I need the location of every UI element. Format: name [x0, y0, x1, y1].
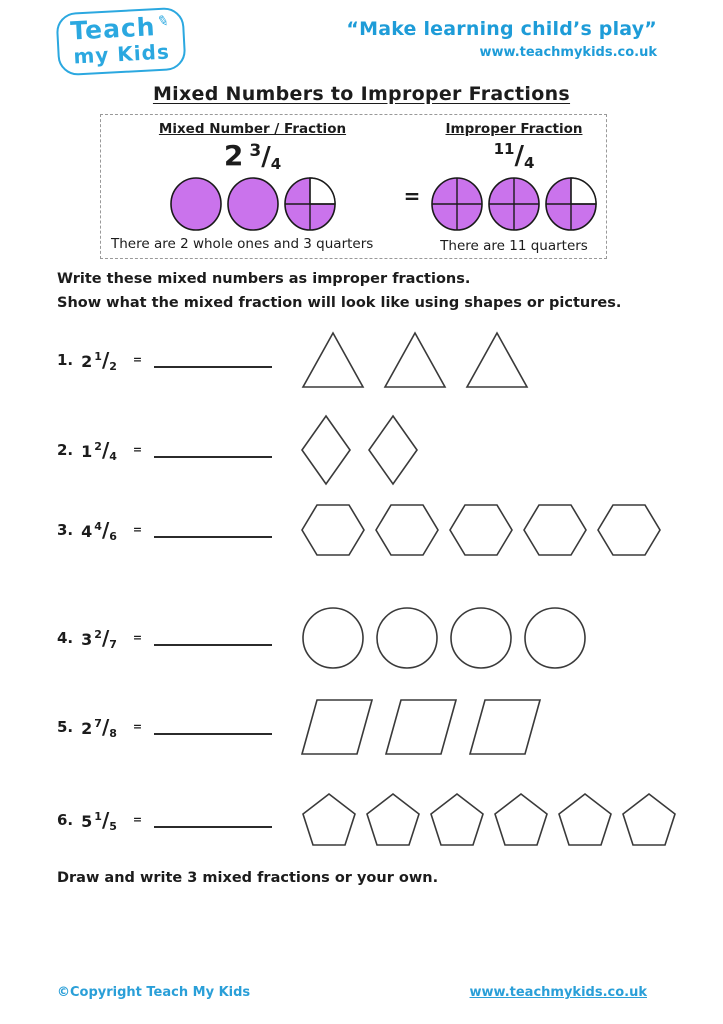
improper-fraction-caption: There are 11 quarters: [440, 238, 588, 254]
equals-sign: =: [132, 443, 143, 457]
tagline: “Make learning child’s play”: [346, 18, 657, 40]
answer-line[interactable]: [154, 719, 272, 735]
equals-sign: =: [403, 183, 421, 208]
hexagon-shape: [522, 500, 588, 560]
problem-number: 2.: [57, 440, 74, 459]
answer-line[interactable]: [154, 812, 272, 828]
equals-sign: =: [132, 523, 143, 537]
problem-row-2: [57, 414, 723, 486]
pentagon-shape: [300, 792, 358, 848]
instruction-line-1: Write these mixed numbers as improper fractions.: [57, 271, 471, 287]
mixed-number: 2 $^1$/2: [81, 347, 117, 373]
mixed-number-caption: There are 2 whole ones and 3 quarters: [111, 236, 374, 252]
problem-label: [57, 518, 300, 542]
triangle-shape: [382, 330, 448, 390]
mixed-number: 4 $^4$/6: [81, 517, 117, 543]
circle-shape: [522, 606, 588, 670]
draw-instruction: Draw and write 3 mixed fractions or your own.: [57, 869, 439, 886]
hexagon-shape: [374, 500, 440, 560]
mixed-number-circles: [111, 176, 394, 232]
example-improper-column: [430, 121, 598, 254]
answer-line[interactable]: [154, 442, 272, 458]
teach-my-kids-logo: [55, 7, 186, 77]
problem-row-5: [57, 698, 723, 756]
pentagon-shape: [428, 792, 486, 848]
equals-sign: =: [132, 353, 143, 367]
mixed-number: 3 $^2$/7: [81, 625, 117, 651]
problem-number: 6.: [57, 810, 74, 829]
triangle-shape: [300, 330, 366, 390]
copyright-text: ©Copyright Teach My Kids: [57, 985, 251, 1000]
hexagon-shape: [596, 500, 662, 560]
instructions: [57, 268, 723, 316]
instruction-line-2: Show what the mixed fraction will look like using shapes or pictures.: [57, 294, 622, 311]
pentagon-group: [300, 792, 678, 848]
answer-line[interactable]: [154, 352, 272, 368]
problem-number: 4.: [57, 628, 74, 647]
three-quarters-circle: [283, 176, 337, 232]
parallelogram-shape: [468, 698, 542, 756]
hexagon-shape: [448, 500, 514, 560]
quartered-circle: [487, 176, 541, 232]
logo-text-line1: Teach✎: [69, 12, 172, 46]
triangle-shape: [464, 330, 530, 390]
hexagon-shape: [300, 500, 366, 560]
improper-fraction-circles: [430, 176, 598, 232]
circle-group: [300, 606, 588, 670]
three-quarters-circle: [544, 176, 598, 232]
header-right: [346, 10, 657, 60]
mixed-number: 2 $^7$/8: [81, 714, 117, 740]
mixed-number: 5 $^1$/5: [81, 807, 117, 833]
mixed-number-heading: Mixed Number / Fraction: [158, 121, 347, 137]
pentagon-shape: [620, 792, 678, 848]
diamond-group: [300, 414, 419, 486]
example-improper-fraction: 11/4: [493, 140, 535, 172]
pencil-icon: ✎: [155, 12, 172, 31]
answer-line[interactable]: [154, 522, 272, 538]
problem-number: 1.: [57, 350, 74, 369]
page-title: Mixed Numbers to Improper Fractions: [152, 83, 571, 105]
example-box: [100, 114, 607, 259]
whole-circle: [169, 176, 223, 232]
mixed-number: 1 $^2$/4: [81, 437, 117, 463]
footer: [57, 985, 647, 1000]
logo-text-line2: my Kids: [72, 39, 171, 69]
problem-row-6: [57, 792, 723, 848]
hexagon-group: [300, 500, 662, 560]
pentagon-shape: [364, 792, 422, 848]
problem-label: [57, 438, 300, 462]
circle-shape: [374, 606, 440, 670]
parallelogram-group: [300, 698, 542, 756]
footer-website-link[interactable]: www.teachmykids.co.uk: [469, 985, 647, 1000]
parallelogram-shape: [384, 698, 458, 756]
pentagon-shape: [492, 792, 550, 848]
problem-label: [57, 626, 300, 650]
problem-number: 5.: [57, 717, 74, 736]
diamond-shape: [300, 414, 352, 486]
problem-row-1: [57, 330, 723, 390]
answer-line[interactable]: [154, 630, 272, 646]
header-website-link[interactable]: www.teachmykids.co.uk: [479, 45, 657, 60]
problem-label: [57, 715, 300, 739]
improper-fraction-heading: Improper Fraction: [445, 121, 583, 137]
whole-circle: [226, 176, 280, 232]
equals-sign: =: [132, 631, 143, 645]
equals-sign: =: [132, 813, 143, 827]
circle-shape: [300, 606, 366, 670]
equals-sign: =: [132, 720, 143, 734]
problem-number: 3.: [57, 520, 74, 539]
diamond-shape: [367, 414, 419, 486]
problem-row-3: [57, 500, 723, 560]
problems-list: [57, 330, 723, 848]
problem-row-4: [57, 606, 723, 670]
problem-label: [57, 348, 300, 372]
example-equals-area: [394, 121, 430, 254]
header: [0, 0, 723, 73]
triangle-group: [300, 330, 530, 390]
example-mixed-number: 2 3/4: [223, 139, 282, 173]
quartered-circle: [430, 176, 484, 232]
example-mixed-column: [111, 121, 394, 254]
parallelogram-shape: [300, 698, 374, 756]
pentagon-shape: [556, 792, 614, 848]
problem-label: [57, 808, 300, 832]
circle-shape: [448, 606, 514, 670]
